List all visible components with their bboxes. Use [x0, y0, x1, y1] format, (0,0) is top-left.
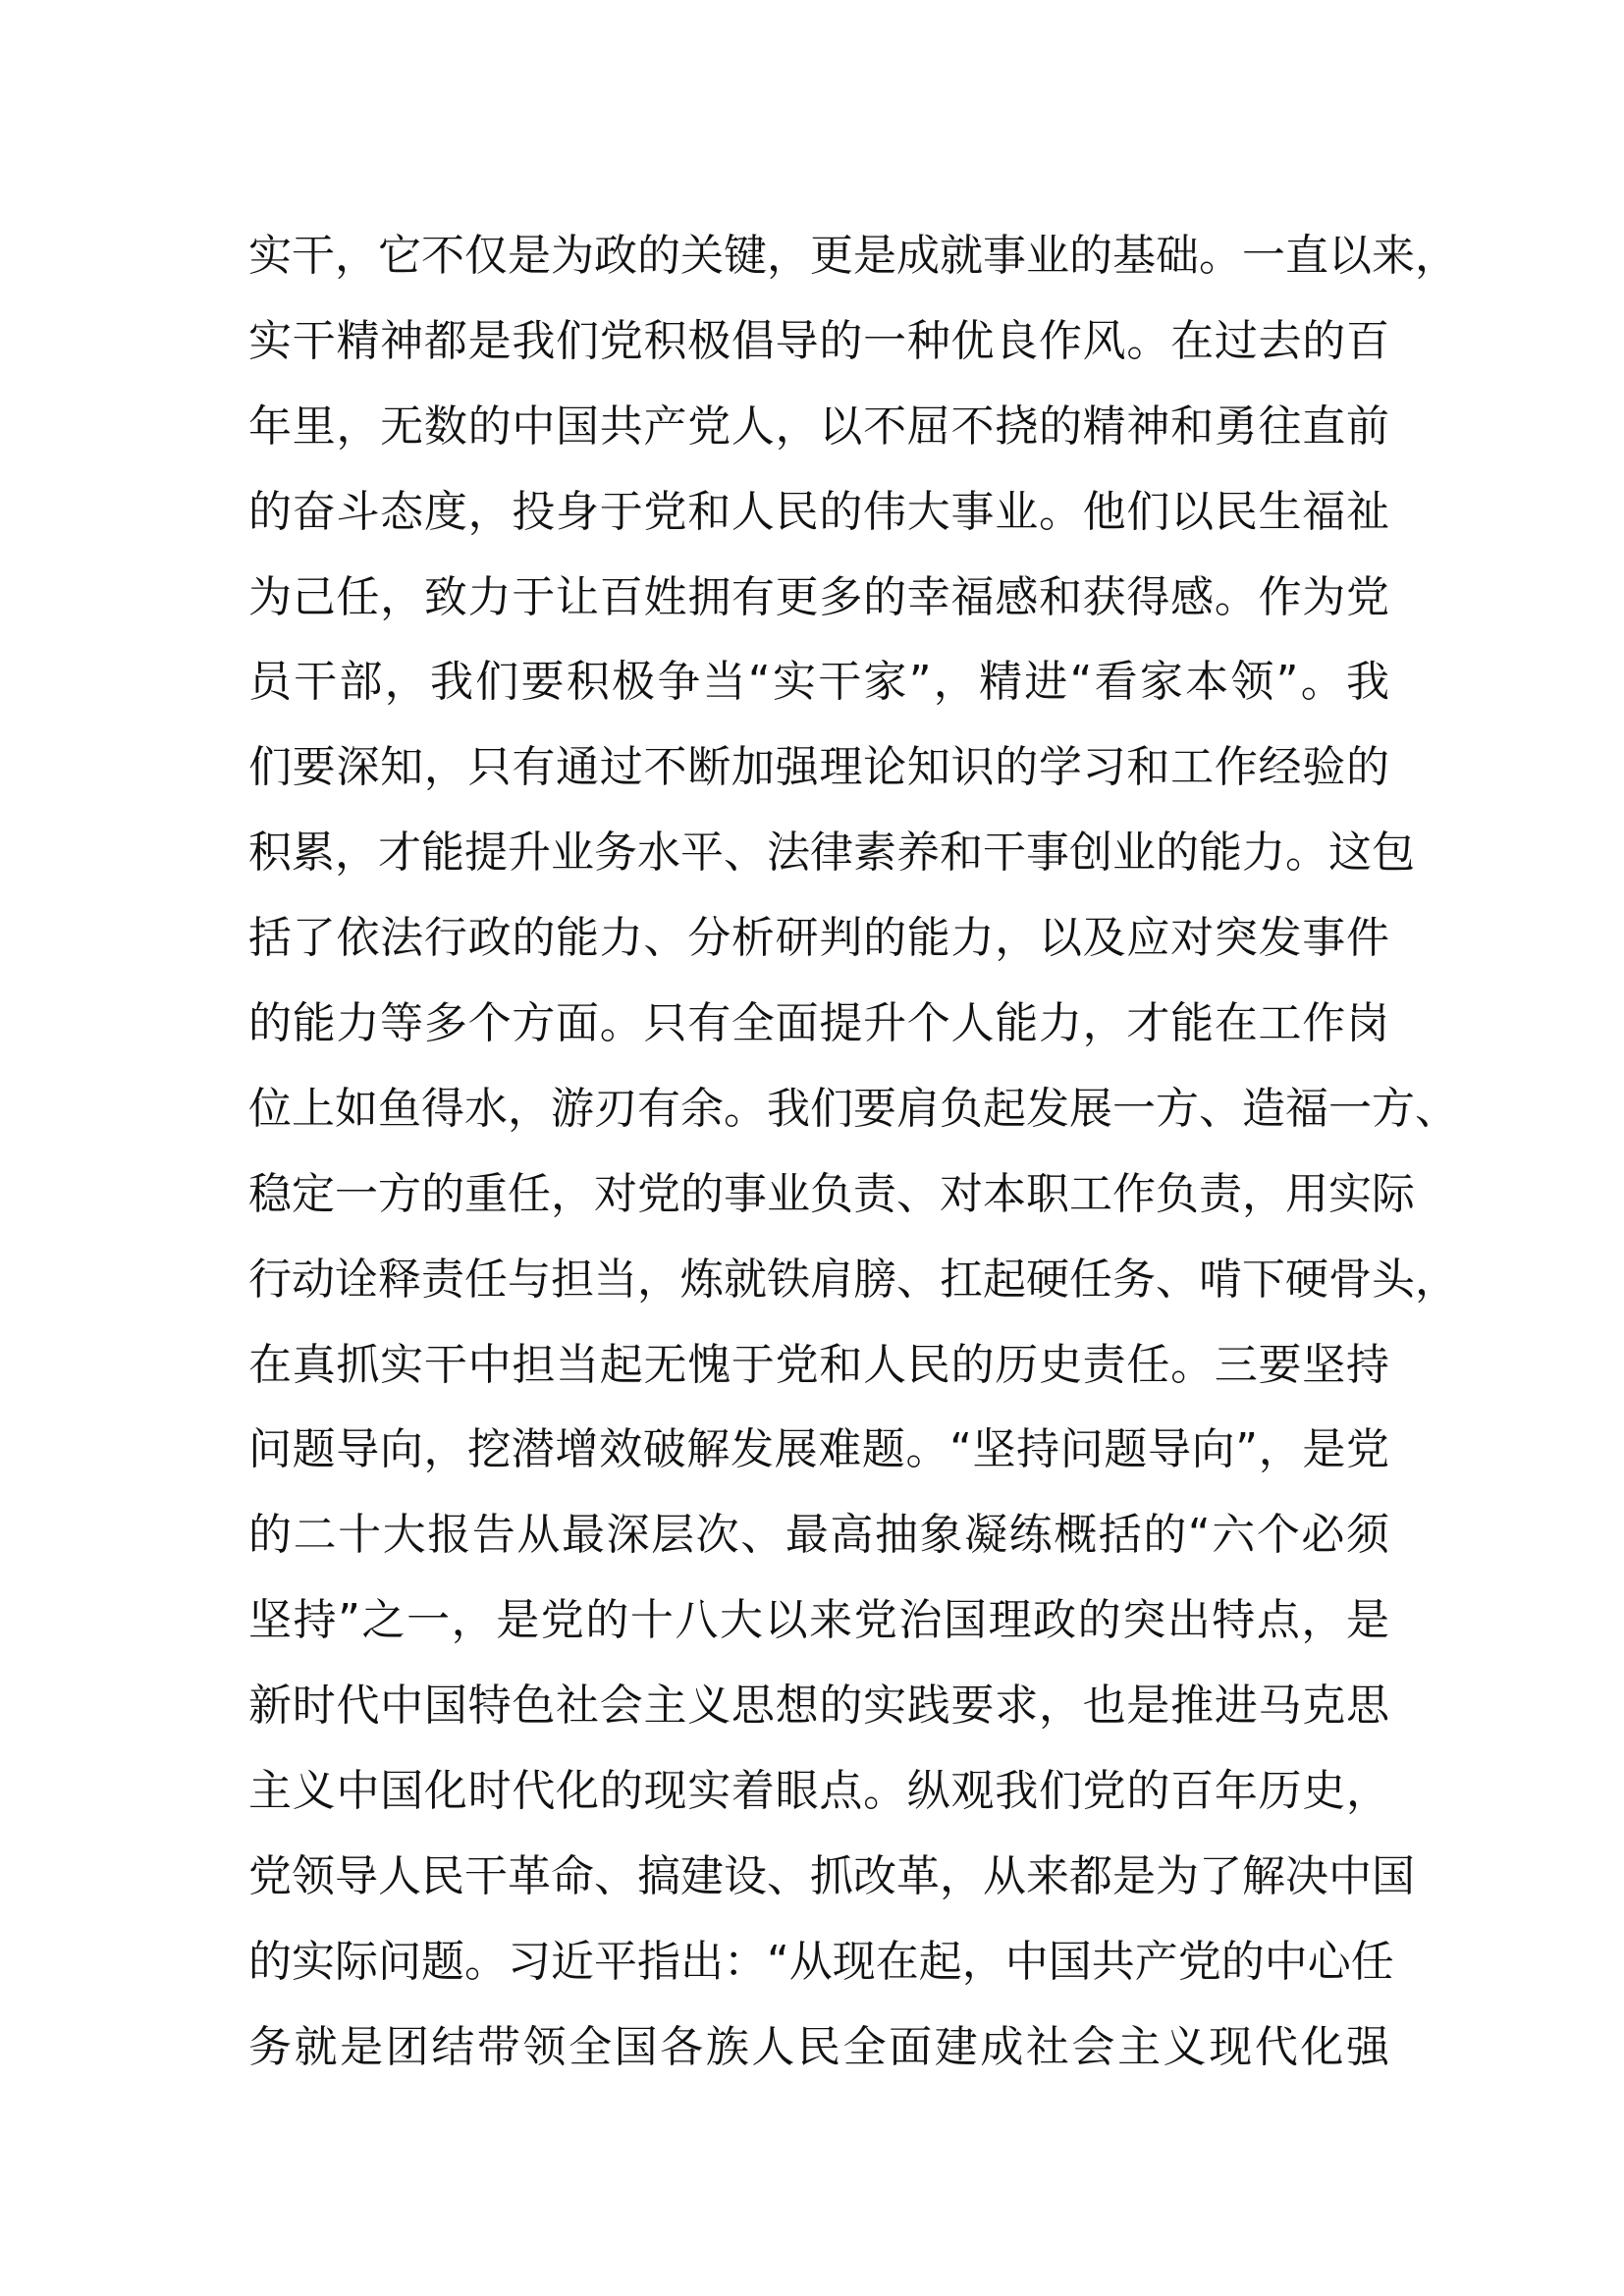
text-line: 党领导人民干革命、搞建设、抓改革，从来都是为了解决中国	[248, 1850, 1415, 1901]
text-line: 实干，它不仅是为政的关键，更是成就事业的基础。一直以来，	[248, 231, 1458, 281]
text-line: 位上如鱼得水，游刃有余。我们要肩负起发展一方、造福一方、	[248, 1083, 1458, 1134]
text-line: 稳定一方的重任，对党的事业负责、对本职工作负责，用实际	[248, 1168, 1415, 1219]
text-line: 的能力等多个方面。只有全面提升个人能力，才能在工作岗	[248, 998, 1389, 1049]
text-line: 积累，才能提升业务水平、法律素养和干事创业的能力。这包	[248, 828, 1415, 879]
text-line: 问题导向，挖潜增效破解发展难题。“坚持问题导向”，是党	[248, 1424, 1389, 1475]
text-line: 务就是团结带领全国各族人民全面建成社会主义现代化强	[248, 2021, 1389, 2072]
text-line: 主义中国化时代化的现实着眼点。纵观我们党的百年历史，	[248, 1766, 1389, 1817]
text-line: 的二十大报告从最深层次、最高抽象凝练概括的“六个必须	[248, 1510, 1389, 1561]
text-line: 新时代中国特色社会主义思想的实践要求，也是推进马克思	[248, 1681, 1389, 1732]
text-line: 的奋斗态度，投身于党和人民的伟大事业。他们以民生福祉	[248, 486, 1389, 537]
text-line: 为己任，致力于让百姓拥有更多的幸福感和获得感。作为党	[248, 571, 1389, 622]
text-line: 行动诠释责任与担当，炼就铁肩膀、扛起硬任务、啃下硬骨头，	[248, 1254, 1458, 1305]
text-line: 年里，无数的中国共产党人，以不屈不挠的精神和勇往直前	[248, 400, 1389, 452]
text-line: 们要深知，只有通过不断加强理论知识的学习和工作经验的	[248, 742, 1389, 793]
text-line: 在真抓实干中担当起无愧于党和人民的历史责任。三要坚持	[248, 1339, 1389, 1390]
text-line: 实干精神都是我们党积极倡导的一种优良作风。在过去的百	[248, 315, 1389, 366]
body-paragraph	[248, 214, 1458, 2091]
text-line: 坚持”之一，是党的十八大以来党治国理政的突出特点，是	[248, 1595, 1389, 1646]
text-line: 员干部，我们要积极争当“实干家”，精进“看家本领”。我	[248, 657, 1389, 708]
text-line: 括了依法行政的能力、分析研判的能力，以及应对突发事件	[248, 913, 1389, 964]
text-line: 的实际问题。习近平指出：“从现在起，中国共产党的中心任	[248, 1936, 1394, 1987]
